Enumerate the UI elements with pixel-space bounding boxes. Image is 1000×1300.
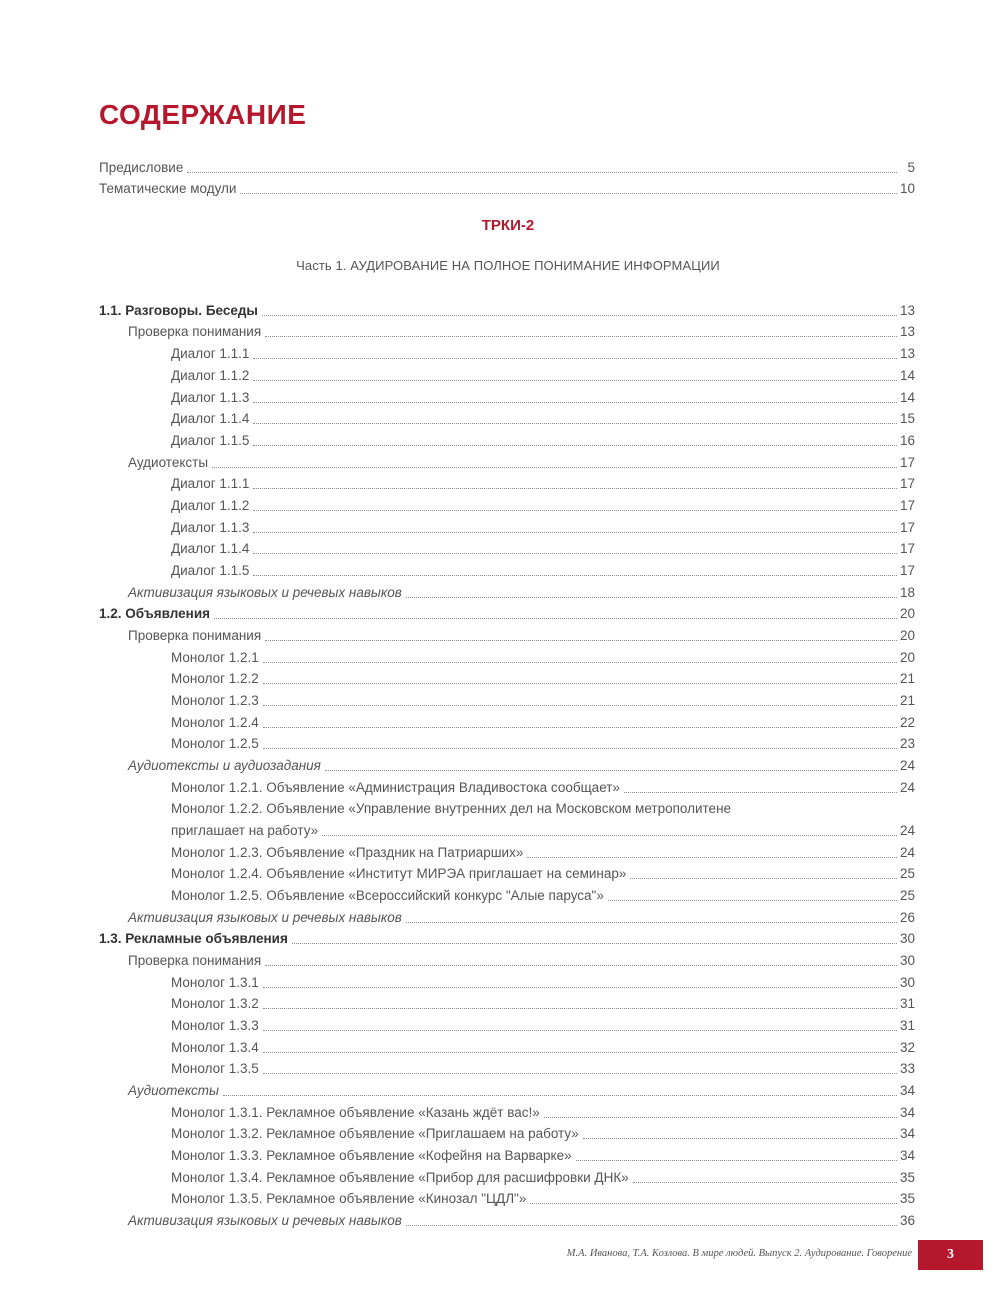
toc-entry-label: Тематические модули xyxy=(99,181,240,197)
toc-entry-page: 30 xyxy=(899,975,915,990)
toc-entry-page: 26 xyxy=(899,910,915,925)
toc-entry[interactable] xyxy=(171,687,915,709)
toc-entry[interactable] xyxy=(171,362,915,384)
dot-leader xyxy=(263,1008,897,1009)
toc-entry[interactable] xyxy=(171,1034,915,1056)
toc-entry[interactable] xyxy=(128,1077,915,1099)
dot-leader xyxy=(583,1138,897,1139)
toc-entry[interactable] xyxy=(171,470,915,492)
dot-leader xyxy=(265,965,897,966)
toc-entry[interactable] xyxy=(128,449,915,471)
toc-entry-label: Монолог 1.3.2 xyxy=(171,996,263,1012)
toc-entry-continuation[interactable] xyxy=(171,817,915,839)
toc-entry-page: 23 xyxy=(899,736,915,751)
toc-entry-label: Активизация языковых и речевых навыков xyxy=(128,910,406,926)
toc-entry-label: Диалог 1.1.3 xyxy=(171,390,253,406)
dot-leader xyxy=(253,553,897,554)
toc-entry-page: 17 xyxy=(899,455,915,470)
toc-entry[interactable] xyxy=(171,427,915,449)
toc-entry-page: 34 xyxy=(899,1148,915,1163)
dot-leader xyxy=(265,336,897,337)
dot-leader xyxy=(253,380,897,381)
toc-entry-label: Диалог 1.1.1 xyxy=(171,476,253,492)
section-heading: ТРКИ-2 xyxy=(481,217,535,234)
toc-entry-page: 32 xyxy=(899,1040,915,1055)
dot-leader xyxy=(253,488,897,489)
toc-entry[interactable] xyxy=(171,882,915,904)
toc-entry-page: 20 xyxy=(899,628,915,643)
toc-entry[interactable] xyxy=(171,1185,915,1207)
toc-entry-label: Монолог 1.2.5. Объявление «Всероссийский конкурс "Алые паруса"» xyxy=(171,888,608,904)
toc-entry-page: 14 xyxy=(899,368,915,383)
dot-leader xyxy=(406,1225,897,1226)
dot-leader xyxy=(253,445,897,446)
toc-entry-page: 35 xyxy=(899,1170,915,1185)
dot-leader xyxy=(544,1117,897,1118)
toc-entry[interactable] xyxy=(171,860,915,882)
toc-entry[interactable] xyxy=(171,969,915,991)
toc-entry[interactable] xyxy=(171,665,915,687)
dot-leader xyxy=(253,358,897,359)
toc-entry[interactable] xyxy=(171,1142,915,1164)
toc-entry[interactable] xyxy=(171,730,915,752)
toc-entry-page: 24 xyxy=(899,780,915,795)
toc-entry[interactable] xyxy=(171,795,915,817)
toc-entry-label: Монолог 1.2.1 xyxy=(171,650,263,666)
toc-entry-label: Монолог 1.2.2 xyxy=(171,671,263,687)
dot-leader xyxy=(322,835,897,836)
toc-entry-label: Монолог 1.2.2. Объявление «Управление внутренних дел на Московском метрополитене xyxy=(171,801,735,817)
toc-entry[interactable] xyxy=(171,1099,915,1121)
toc-entry-label: Диалог 1.1.1 xyxy=(171,346,253,362)
dot-leader xyxy=(630,878,897,879)
dot-leader xyxy=(608,900,897,901)
toc-entry-page: 14 xyxy=(899,390,915,405)
toc-entry-label: Диалог 1.1.5 xyxy=(171,433,253,449)
toc-entry-page: 36 xyxy=(899,1213,915,1228)
toc-entry-label: Диалог 1.1.5 xyxy=(171,563,253,579)
toc-entry-page: 30 xyxy=(899,953,915,968)
dot-leader xyxy=(325,770,897,771)
toc-entry-label: Проверка понимания xyxy=(128,628,265,644)
toc-entry-label: Проверка понимания xyxy=(128,953,265,969)
dot-leader xyxy=(530,1203,897,1204)
toc-entry[interactable] xyxy=(171,340,915,362)
toc-entry-page: 25 xyxy=(899,866,915,881)
toc-entry[interactable] xyxy=(171,492,915,514)
toc-entry[interactable] xyxy=(171,514,915,536)
toc-entry-label: Монолог 1.3.5. Рекламное объявление «Кинозал "ЦДЛ"» xyxy=(171,1191,530,1207)
toc-entry[interactable] xyxy=(128,1207,915,1229)
toc-entry-label: 1.2. Объявления xyxy=(99,606,214,622)
toc-entry-page: 22 xyxy=(899,715,915,730)
toc-entry-page: 34 xyxy=(899,1083,915,1098)
dot-leader xyxy=(292,943,897,944)
toc-entry-page: 17 xyxy=(899,541,915,556)
toc-entry-page: 21 xyxy=(899,671,915,686)
toc-entry[interactable] xyxy=(128,752,915,774)
toc-entry-label: Диалог 1.1.2 xyxy=(171,498,253,514)
dot-leader xyxy=(265,640,897,641)
toc-entry[interactable] xyxy=(99,600,915,622)
dot-leader xyxy=(263,1052,897,1053)
dot-leader xyxy=(262,315,897,316)
dot-leader xyxy=(263,662,897,663)
dot-leader xyxy=(263,683,897,684)
toc-entry-label: Монолог 1.3.3 xyxy=(171,1018,263,1034)
page-number: 3 xyxy=(947,1247,954,1262)
dot-leader xyxy=(263,727,897,728)
dot-leader xyxy=(263,1030,897,1031)
toc-entry-label: Активизация языковых и речевых навыков xyxy=(128,585,406,601)
toc-entry-label: Диалог 1.1.4 xyxy=(171,541,253,557)
toc-entry-label: Аудиотексты xyxy=(128,455,212,471)
page-number-badge xyxy=(918,1240,983,1270)
dot-leader xyxy=(253,402,897,403)
dot-leader xyxy=(214,618,897,619)
toc-entry[interactable] xyxy=(128,904,915,926)
toc-entry[interactable] xyxy=(99,297,915,319)
footer-credit: М.А. Иванова, Т.А. Козлова. В мире людей. Выпуск 2. Аудирование. Говорение xyxy=(566,1248,912,1259)
toc-entry-page: 13 xyxy=(899,303,915,318)
toc-entry-label: Монолог 1.3.1. Рекламное объявление «Казань ждёт вас!» xyxy=(171,1105,544,1121)
toc-entry-label: Монолог 1.2.4. Объявление «Институт МИРЭА приглашает на семинар» xyxy=(171,866,630,882)
toc-entry-label: Монолог 1.2.4 xyxy=(171,715,263,731)
toc-entry-page: 34 xyxy=(899,1105,915,1120)
toc-entry-label: Активизация языковых и речевых навыков xyxy=(128,1213,406,1229)
toc-entry[interactable] xyxy=(171,1055,915,1077)
toc-entry[interactable] xyxy=(128,947,915,969)
toc-entry-label: Монолог 1.3.4. Рекламное объявление «Прибор для расшифровки ДНК» xyxy=(171,1170,633,1186)
dot-leader xyxy=(576,1160,897,1161)
toc-entry-page: 30 xyxy=(899,931,915,946)
toc-entry[interactable] xyxy=(128,579,915,601)
toc-entry-label: 1.1. Разговоры. Беседы xyxy=(99,303,262,319)
toc-entry-page: 20 xyxy=(899,650,915,665)
page-footer xyxy=(0,1240,1000,1270)
dot-leader xyxy=(624,792,897,793)
toc-entry-label: Монолог 1.2.5 xyxy=(171,736,263,752)
dot-leader xyxy=(223,1095,897,1096)
toc-entry-page: 10 xyxy=(899,181,915,196)
dot-leader xyxy=(212,467,897,468)
toc-entry-page: 31 xyxy=(899,996,915,1011)
dot-leader xyxy=(187,172,897,173)
toc-entry-page: 17 xyxy=(899,498,915,513)
toc-entry-label: Аудиотексты xyxy=(128,1083,223,1099)
toc-entry-page: 17 xyxy=(899,476,915,491)
toc-entry-label: Монолог 1.2.3 xyxy=(171,693,263,709)
toc-entry-thematic-modules[interactable] xyxy=(99,175,915,197)
toc-entry-label: Монолог 1.3.4 xyxy=(171,1040,263,1056)
toc-entry[interactable] xyxy=(171,405,915,427)
toc-entry-page: 33 xyxy=(899,1061,915,1076)
toc-entry-page: 15 xyxy=(899,411,915,426)
toc-entry[interactable] xyxy=(171,644,915,666)
toc-entry-label: Диалог 1.1.4 xyxy=(171,411,253,427)
toc-entry-label: Монолог 1.2.3. Объявление «Праздник на Патриарших» xyxy=(171,845,527,861)
toc-entry[interactable] xyxy=(128,622,915,644)
toc-entry-page: 31 xyxy=(899,1018,915,1033)
toc-entry-page: 35 xyxy=(899,1191,915,1206)
toc-entry-label: Монолог 1.3.2. Рекламное объявление «Приглашаем на работу» xyxy=(171,1126,583,1142)
toc-entry-page: 34 xyxy=(899,1126,915,1141)
toc-entry-page: 17 xyxy=(899,563,915,578)
dot-leader xyxy=(253,423,897,424)
toc-entry[interactable] xyxy=(171,990,915,1012)
toc-entry-label: Предисловие xyxy=(99,160,187,176)
dot-leader xyxy=(240,193,897,194)
toc-entry-page: 21 xyxy=(899,693,915,708)
dot-leader xyxy=(263,987,897,988)
page-title: СОДЕРЖАНИЕ xyxy=(99,98,307,130)
part-heading: Часть 1. АУДИРОВАНИЕ НА ПОЛНОЕ ПОНИМАНИЕ ИНФОРМАЦИИ xyxy=(296,258,720,273)
toc-entry[interactable] xyxy=(171,1120,915,1142)
toc-entry-label: Монолог 1.2.1. Объявление «Администрация Владивостока сообщает» xyxy=(171,780,624,796)
dot-leader xyxy=(406,922,897,923)
toc-entry[interactable] xyxy=(171,557,915,579)
dot-leader xyxy=(263,705,897,706)
toc-entry[interactable] xyxy=(128,318,915,340)
dot-leader xyxy=(633,1182,897,1183)
toc-entry-label: Диалог 1.1.3 xyxy=(171,520,253,536)
toc-entry-page: 17 xyxy=(899,520,915,535)
toc-entry-label: Аудиотексты и аудиозадания xyxy=(128,758,325,774)
dot-leader xyxy=(253,532,897,533)
toc-entry-page: 5 xyxy=(907,160,915,175)
toc-entry-label: Монолог 1.3.3. Рекламное объявление «Кофейня на Варварке» xyxy=(171,1148,576,1164)
toc-entry-page: 20 xyxy=(899,606,915,621)
toc-entry-label: Монолог 1.3.5 xyxy=(171,1061,263,1077)
toc-entry-page: 18 xyxy=(899,585,915,600)
toc-entry[interactable] xyxy=(171,384,915,406)
dot-leader xyxy=(263,748,897,749)
toc-entry-label: Диалог 1.1.2 xyxy=(171,368,253,384)
toc-entry-page: 24 xyxy=(899,758,915,773)
dot-leader xyxy=(263,1073,897,1074)
dot-leader xyxy=(527,857,897,858)
toc-entry[interactable] xyxy=(99,925,915,947)
toc-entry-label: Монолог 1.3.1 xyxy=(171,975,263,991)
toc-entry-page: 24 xyxy=(899,823,915,838)
toc-entry[interactable] xyxy=(171,1012,915,1034)
toc-entry-label: приглашает на работу» xyxy=(171,823,322,839)
toc-entry-page: 16 xyxy=(899,433,915,448)
toc-entry[interactable] xyxy=(171,709,915,731)
toc-entry-page: 13 xyxy=(899,324,915,339)
toc-entry-page: 13 xyxy=(899,346,915,361)
toc-entry-page: 25 xyxy=(899,888,915,903)
toc-entry-preface[interactable] xyxy=(99,154,915,176)
toc-entry[interactable] xyxy=(171,774,915,796)
toc-entry[interactable] xyxy=(171,839,915,861)
toc-entry-label: 1.3. Рекламные объявления xyxy=(99,931,292,947)
toc-entry[interactable] xyxy=(171,535,915,557)
toc-entry-label: Проверка понимания xyxy=(128,324,265,340)
dot-leader xyxy=(253,575,897,576)
toc-entry[interactable] xyxy=(171,1164,915,1186)
dot-leader xyxy=(253,510,897,511)
toc-entry-page: 24 xyxy=(899,845,915,860)
dot-leader xyxy=(406,597,897,598)
